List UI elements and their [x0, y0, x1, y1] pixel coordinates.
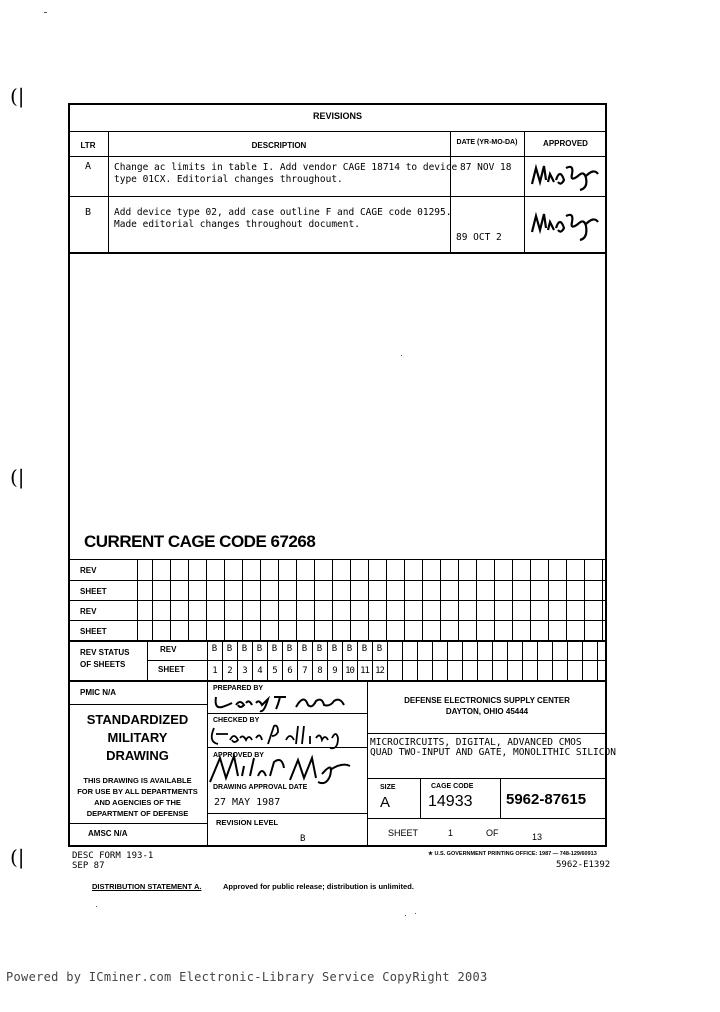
row-b-desc-line1: Add device type 02, add case outline F and CAGE code 01295. [114, 207, 452, 218]
distribution-label: DISTRIBUTION STATEMENT A. [92, 882, 202, 891]
approved-by-label: APPROVED BY [213, 752, 264, 759]
grid-line [368, 559, 369, 640]
grid-line [512, 559, 513, 640]
grid-line [477, 640, 478, 680]
revision-level-label: REVISION LEVEL [216, 818, 279, 827]
scan-speck [44, 12, 47, 13]
grid-line [224, 559, 225, 640]
scan-speck [96, 906, 97, 907]
availability-line3: AND AGENCIES OF THE [94, 798, 181, 807]
form-number: DESC FORM 193-1 [72, 851, 154, 861]
row-a-ltr: A [84, 161, 92, 172]
grid-line [537, 640, 538, 680]
grid-line [422, 559, 423, 640]
drawing-title-line1: MICROCIRCUITS, DIGITAL, ADVANCED CMOS [370, 737, 582, 748]
grid-line [567, 640, 568, 680]
form-date: SEP 87 [72, 861, 105, 871]
pmic-label: PMIC N/A [80, 688, 116, 697]
gpo-note: ★ U.S. GOVERNMENT PRINTING OFFICE: 1987 — 748-129/60913 [428, 851, 597, 857]
rev-value-cell: B [316, 644, 323, 654]
availability-line2: FOR USE BY ALL DEPARTMENTS [77, 787, 198, 796]
header-description: DESCRIPTION [251, 141, 307, 150]
rev-value-cell: B [331, 644, 338, 654]
grid-line [458, 559, 459, 640]
rev-value-cell: B [301, 644, 308, 654]
sheet-value-cell: 6 [287, 666, 292, 676]
grid-line [447, 640, 448, 680]
smd-title-line3: DRAWING [106, 748, 169, 763]
grid-line [462, 640, 463, 680]
cage-code-label: CAGE CODE [431, 783, 474, 790]
checked-by-signature [206, 722, 356, 750]
grid-line [548, 559, 549, 640]
drawing-approval-date: 27 MAY 1987 [214, 797, 281, 808]
sheet-value-cell: 12 [375, 666, 384, 676]
of-sheets-label: OF SHEETS [80, 660, 126, 669]
sheet-value-cell: 8 [317, 666, 322, 676]
rev-label: REV [80, 607, 97, 616]
sheet-label: SHEET [158, 665, 185, 674]
binder-hole-mark: (| [10, 84, 25, 108]
grid-line [296, 559, 297, 640]
scan-speck [401, 355, 402, 356]
header-ltr: LTR [80, 141, 96, 150]
revisions-title: REVISIONS [312, 111, 362, 121]
revision-level-value: B [300, 834, 306, 844]
binder-hole-mark: (| [10, 845, 25, 869]
grid-line [566, 559, 567, 640]
cage-code-value: 14933 [428, 793, 473, 810]
drawing-approval-date-label: DRAWING APPROVAL DATE [213, 784, 308, 791]
rev-value-cell: B [271, 644, 278, 654]
drawing-number: 5962-87615 [506, 791, 587, 808]
grid-line [278, 559, 279, 640]
rev-value-cell: B [211, 644, 218, 654]
grid-line [386, 559, 387, 640]
smd-title-line2: MILITARY [107, 730, 168, 745]
amsc-label: AMSC N/A [88, 829, 128, 838]
availability-line4: DEPARTMENT OF DEFENSE [86, 809, 189, 818]
scan-speck [405, 915, 406, 916]
sheet-label: SHEET [80, 587, 107, 596]
binder-hole-mark: (| [10, 465, 25, 489]
rev-value-cell: B [226, 644, 233, 654]
agency-address: DAYTON, OHIO 45444 [445, 707, 529, 716]
grid-line [170, 559, 171, 640]
agency-name: DEFENSE ELECTRONICS SUPPLY CENTER [404, 696, 570, 705]
size-label: SIZE [380, 784, 396, 791]
approved-by-signature [206, 752, 356, 788]
grid-line [314, 559, 315, 640]
grid-line [530, 559, 531, 640]
of-label: OF [486, 828, 499, 838]
grid-line [440, 559, 441, 640]
grid-line [552, 640, 553, 680]
rev-value-cell: B [361, 644, 368, 654]
scan-speck [415, 913, 416, 914]
distribution-text: Approved for public release; distribution is unlimited. [223, 882, 414, 891]
grid-line [152, 559, 153, 640]
grid-line [522, 640, 523, 680]
grid-line [350, 559, 351, 640]
rev-label: REV [80, 566, 97, 575]
header-date: DATE (YR-MO-DA) [456, 139, 518, 146]
grid-line [492, 640, 493, 680]
rev-label: REV [160, 645, 177, 654]
prepared-by-label: PREPARED BY [213, 685, 264, 692]
sheet-value-cell: 3 [242, 666, 247, 676]
row-a-date: 87 NOV 18 [460, 162, 512, 173]
sheet-value-cell: 7 [302, 666, 307, 676]
approval-signature [528, 160, 603, 192]
sheet-number: 1 [448, 828, 454, 838]
grid-line [476, 559, 477, 640]
grid-line [507, 640, 508, 680]
grid-line [494, 559, 495, 640]
prepared-by-signature [212, 693, 352, 713]
header-approved: APPROVED [543, 139, 588, 148]
grid-line [332, 559, 333, 640]
sheet-value-cell: 11 [360, 666, 369, 676]
row-b-ltr: B [84, 207, 92, 218]
grid-line [188, 559, 189, 640]
sheet-value-cell: 1 [212, 666, 217, 676]
sheet-value-cell: 4 [257, 666, 262, 676]
grid-line [260, 559, 261, 640]
grid-line [242, 559, 243, 640]
grid-line [402, 640, 403, 680]
row-b-date: 89 OCT 2 [456, 232, 502, 243]
approval-signature [528, 208, 603, 242]
grid-line [432, 640, 433, 680]
grid-line [206, 559, 207, 640]
smd-title-line1: STANDARDIZED [86, 712, 189, 727]
sheet-value-cell: 2 [227, 666, 232, 676]
size-value: A [380, 794, 391, 811]
watermark: Powered by ICminer.com Electronic-Library Service CopyRight 2003 [6, 970, 488, 984]
sheet-value-cell: 10 [345, 666, 354, 676]
grid-line [584, 559, 585, 640]
rev-value-cell: B [241, 644, 248, 654]
rev-status-label: REV STATUS [80, 648, 130, 657]
sheet-label: SHEET [388, 828, 419, 838]
grid-line [404, 559, 405, 640]
rev-value-cell: B [256, 644, 263, 654]
grid-line [387, 640, 388, 680]
form-id: 5962-E1392 [556, 860, 611, 870]
grid-line [582, 640, 583, 680]
row-b-desc-line2: Made editorial changes throughout document. [114, 219, 360, 230]
rev-value-cell: B [376, 644, 383, 654]
sheet-label: SHEET [80, 627, 107, 636]
current-cage-code: CURRENT CAGE CODE 67268 [84, 532, 316, 551]
row-a-desc-line1: Change ac limits in table I. Add vendor CAGE 18714 to device [114, 162, 458, 173]
sheet-value-cell: 9 [332, 666, 337, 676]
rev-value-cell: B [286, 644, 293, 654]
grid-line [417, 640, 418, 680]
grid-line [602, 559, 603, 640]
row-a-desc-line2: type 01CX. Editorial changes throughout. [114, 174, 343, 185]
availability-line1: THIS DRAWING IS AVAILABLE [83, 776, 192, 785]
total-sheets: 13 [532, 832, 543, 842]
drawing-title-line2: QUAD TWO-INPUT AND GATE, MONOLITHIC SILICON [370, 747, 616, 758]
checked-by-label: CHECKED BY [213, 717, 260, 724]
rev-value-cell: B [346, 644, 353, 654]
grid-line [597, 640, 598, 680]
sheet-value-cell: 5 [272, 666, 277, 676]
